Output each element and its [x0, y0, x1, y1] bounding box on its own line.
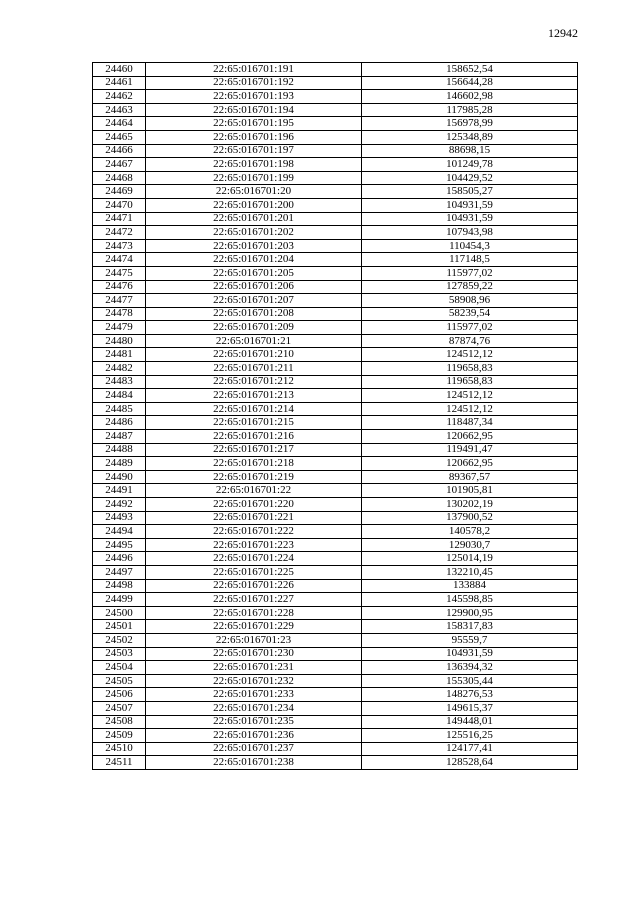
- value-cell: 125516,25: [362, 729, 578, 743]
- value-cell: 136394,32: [362, 661, 578, 675]
- value-cell: 124512,12: [362, 348, 578, 362]
- table-row: [93, 185, 578, 199]
- row-number-cell: 24464: [93, 117, 146, 131]
- table-row: [93, 470, 578, 484]
- value-cell: 156644,28: [362, 76, 578, 90]
- table-row: [93, 321, 578, 335]
- value-cell: 158652,54: [362, 63, 578, 77]
- value-cell: 89367,57: [362, 470, 578, 484]
- row-number-cell: 24492: [93, 498, 146, 512]
- row-number-cell: 24509: [93, 729, 146, 743]
- table-row: [93, 552, 578, 566]
- value-cell: 120662,95: [362, 457, 578, 471]
- value-cell: 149448,01: [362, 715, 578, 729]
- page-number: 12942: [548, 26, 578, 40]
- value-cell: 140578,2: [362, 525, 578, 539]
- table-row: [93, 620, 578, 634]
- cadastral-number-cell: 22:65:016701:199: [146, 171, 362, 185]
- cadastral-number-cell: 22:65:016701:21: [146, 334, 362, 348]
- row-number-cell: 24482: [93, 362, 146, 376]
- row-number-cell: 24471: [93, 212, 146, 226]
- row-number-cell: 24462: [93, 90, 146, 104]
- table-row: [93, 701, 578, 715]
- value-cell: 95559,7: [362, 633, 578, 647]
- row-number-cell: 24487: [93, 430, 146, 444]
- cadastral-number-cell: 22:65:016701:232: [146, 674, 362, 688]
- value-cell: 115977,02: [362, 321, 578, 335]
- value-cell: 149615,37: [362, 701, 578, 715]
- row-number-cell: 24473: [93, 239, 146, 253]
- table-body: [93, 63, 578, 770]
- table-row: [93, 158, 578, 172]
- row-number-cell: 24491: [93, 484, 146, 498]
- table-row: [93, 226, 578, 240]
- row-number-cell: 24480: [93, 334, 146, 348]
- table-row: [93, 198, 578, 212]
- cadastral-number-cell: 22:65:016701:194: [146, 103, 362, 117]
- table-row: [93, 117, 578, 131]
- cadastral-number-cell: 22:65:016701:213: [146, 389, 362, 403]
- cadastral-number-cell: 22:65:016701:211: [146, 362, 362, 376]
- row-number-cell: 24469: [93, 185, 146, 199]
- value-cell: 117148,5: [362, 253, 578, 267]
- cadastral-number-cell: 22:65:016701:226: [146, 579, 362, 593]
- cadastral-number-cell: 22:65:016701:207: [146, 294, 362, 308]
- value-cell: 148276,53: [362, 688, 578, 702]
- value-cell: 124177,41: [362, 742, 578, 756]
- value-cell: 158505,27: [362, 185, 578, 199]
- row-number-cell: 24505: [93, 674, 146, 688]
- cadastral-number-cell: 22:65:016701:214: [146, 402, 362, 416]
- table-row: [93, 63, 578, 77]
- table-row: [93, 294, 578, 308]
- cadastral-number-cell: 22:65:016701:196: [146, 130, 362, 144]
- value-cell: 124512,12: [362, 389, 578, 403]
- row-number-cell: 24506: [93, 688, 146, 702]
- table-row: [93, 484, 578, 498]
- table-row: [93, 593, 578, 607]
- value-cell: 101249,78: [362, 158, 578, 172]
- table-row: [93, 457, 578, 471]
- row-number-cell: 24498: [93, 579, 146, 593]
- cadastral-number-cell: 22:65:016701:22: [146, 484, 362, 498]
- cadastral-number-cell: 22:65:016701:221: [146, 511, 362, 525]
- row-number-cell: 24478: [93, 307, 146, 321]
- row-number-cell: 24474: [93, 253, 146, 267]
- row-number-cell: 24510: [93, 742, 146, 756]
- cadastral-number-cell: 22:65:016701:222: [146, 525, 362, 539]
- table-row: [93, 171, 578, 185]
- table-row: [93, 253, 578, 267]
- row-number-cell: 24461: [93, 76, 146, 90]
- value-cell: 145598,85: [362, 593, 578, 607]
- cadastral-number-cell: 22:65:016701:227: [146, 593, 362, 607]
- row-number-cell: 24499: [93, 593, 146, 607]
- cadastral-number-cell: 22:65:016701:235: [146, 715, 362, 729]
- table-row: [93, 647, 578, 661]
- value-cell: 129030,7: [362, 538, 578, 552]
- table-row: [93, 511, 578, 525]
- cadastral-number-cell: 22:65:016701:204: [146, 253, 362, 267]
- cadastral-number-cell: 22:65:016701:193: [146, 90, 362, 104]
- table-row: [93, 430, 578, 444]
- table-row: [93, 389, 578, 403]
- value-cell: 117985,28: [362, 103, 578, 117]
- value-cell: 88698,15: [362, 144, 578, 158]
- row-number-cell: 24466: [93, 144, 146, 158]
- row-number-cell: 24475: [93, 266, 146, 280]
- table-row: [93, 76, 578, 90]
- row-number-cell: 24503: [93, 647, 146, 661]
- cadastral-number-cell: 22:65:016701:237: [146, 742, 362, 756]
- table-row: [93, 688, 578, 702]
- cadastral-number-cell: 22:65:016701:224: [146, 552, 362, 566]
- value-cell: 120662,95: [362, 430, 578, 444]
- table-row: [93, 633, 578, 647]
- value-cell: 158317,83: [362, 620, 578, 634]
- cadastral-number-cell: 22:65:016701:230: [146, 647, 362, 661]
- value-cell: 87874,76: [362, 334, 578, 348]
- value-cell: 132210,45: [362, 565, 578, 579]
- value-cell: 130202,19: [362, 498, 578, 512]
- cadastral-number-cell: 22:65:016701:228: [146, 606, 362, 620]
- value-cell: 124512,12: [362, 402, 578, 416]
- value-cell: 118487,34: [362, 416, 578, 430]
- value-cell: 127859,22: [362, 280, 578, 294]
- row-number-cell: 24477: [93, 294, 146, 308]
- value-cell: 119658,83: [362, 362, 578, 376]
- value-cell: 107943,98: [362, 226, 578, 240]
- cadastral-number-cell: 22:65:016701:231: [146, 661, 362, 675]
- cadastral-number-cell: 22:65:016701:20: [146, 185, 362, 199]
- value-cell: 125014,19: [362, 552, 578, 566]
- value-cell: 58239,54: [362, 307, 578, 321]
- cadastral-number-cell: 22:65:016701:234: [146, 701, 362, 715]
- table-row: [93, 416, 578, 430]
- cadastral-number-cell: 22:65:016701:219: [146, 470, 362, 484]
- cadastral-number-cell: 22:65:016701:209: [146, 321, 362, 335]
- table-row: [93, 212, 578, 226]
- row-number-cell: 24472: [93, 226, 146, 240]
- value-cell: 129900,95: [362, 606, 578, 620]
- cadastral-number-cell: 22:65:016701:233: [146, 688, 362, 702]
- row-number-cell: 24489: [93, 457, 146, 471]
- row-number-cell: 24479: [93, 321, 146, 335]
- row-number-cell: 24484: [93, 389, 146, 403]
- table-row: [93, 348, 578, 362]
- table-row: [93, 756, 578, 770]
- cadastral-number-cell: 22:65:016701:210: [146, 348, 362, 362]
- cadastral-number-cell: 22:65:016701:191: [146, 63, 362, 77]
- value-cell: 128528,64: [362, 756, 578, 770]
- value-cell: 119491,47: [362, 443, 578, 457]
- row-number-cell: 24476: [93, 280, 146, 294]
- row-number-cell: 24494: [93, 525, 146, 539]
- value-cell: 125348,89: [362, 130, 578, 144]
- row-number-cell: 24508: [93, 715, 146, 729]
- cadastral-number-cell: 22:65:016701:217: [146, 443, 362, 457]
- cadastral-number-cell: 22:65:016701:206: [146, 280, 362, 294]
- row-number-cell: 24488: [93, 443, 146, 457]
- value-cell: 133884: [362, 579, 578, 593]
- cadastral-number-cell: 22:65:016701:203: [146, 239, 362, 253]
- table-row: [93, 525, 578, 539]
- value-cell: 104931,59: [362, 198, 578, 212]
- cadastral-number-cell: 22:65:016701:238: [146, 756, 362, 770]
- table-row: [93, 742, 578, 756]
- row-number-cell: 24470: [93, 198, 146, 212]
- row-number-cell: 24497: [93, 565, 146, 579]
- row-number-cell: 24465: [93, 130, 146, 144]
- table-row: [93, 538, 578, 552]
- table-row: [93, 239, 578, 253]
- value-cell: 156978,99: [362, 117, 578, 131]
- cadastral-number-cell: 22:65:016701:218: [146, 457, 362, 471]
- table-row: [93, 307, 578, 321]
- table-row: [93, 362, 578, 376]
- cadastral-number-cell: 22:65:016701:200: [146, 198, 362, 212]
- table-row: [93, 715, 578, 729]
- value-cell: 119658,83: [362, 375, 578, 389]
- table-row: [93, 443, 578, 457]
- cadastral-number-cell: 22:65:016701:212: [146, 375, 362, 389]
- cadastral-value-table: [92, 62, 578, 770]
- cadastral-number-cell: 22:65:016701:220: [146, 498, 362, 512]
- row-number-cell: 24501: [93, 620, 146, 634]
- table-row: [93, 661, 578, 675]
- row-number-cell: 24486: [93, 416, 146, 430]
- row-number-cell: 24500: [93, 606, 146, 620]
- value-cell: 110454,3: [362, 239, 578, 253]
- value-cell: 101905,81: [362, 484, 578, 498]
- value-cell: 58908,96: [362, 294, 578, 308]
- row-number-cell: 24463: [93, 103, 146, 117]
- value-cell: 146602,98: [362, 90, 578, 104]
- value-cell: 104931,59: [362, 212, 578, 226]
- row-number-cell: 24485: [93, 402, 146, 416]
- row-number-cell: 24467: [93, 158, 146, 172]
- table-row: [93, 579, 578, 593]
- cadastral-number-cell: 22:65:016701:215: [146, 416, 362, 430]
- cadastral-number-cell: 22:65:016701:201: [146, 212, 362, 226]
- row-number-cell: 24496: [93, 552, 146, 566]
- table-row: [93, 103, 578, 117]
- cadastral-number-cell: 22:65:016701:202: [146, 226, 362, 240]
- table-row: [93, 334, 578, 348]
- table-row: [93, 498, 578, 512]
- cadastral-number-cell: 22:65:016701:198: [146, 158, 362, 172]
- cadastral-number-cell: 22:65:016701:223: [146, 538, 362, 552]
- row-number-cell: 24502: [93, 633, 146, 647]
- row-number-cell: 24481: [93, 348, 146, 362]
- value-cell: 137900,52: [362, 511, 578, 525]
- table-row: [93, 402, 578, 416]
- cadastral-number-cell: 22:65:016701:208: [146, 307, 362, 321]
- row-number-cell: 24493: [93, 511, 146, 525]
- table-row: [93, 565, 578, 579]
- row-number-cell: 24507: [93, 701, 146, 715]
- value-cell: 115977,02: [362, 266, 578, 280]
- cadastral-number-cell: 22:65:016701:225: [146, 565, 362, 579]
- value-cell: 155305,44: [362, 674, 578, 688]
- table-row: [93, 144, 578, 158]
- table-row: [93, 375, 578, 389]
- cadastral-number-cell: 22:65:016701:192: [146, 76, 362, 90]
- cadastral-number-cell: 22:65:016701:205: [146, 266, 362, 280]
- value-cell: 104931,59: [362, 647, 578, 661]
- table-row: [93, 130, 578, 144]
- row-number-cell: 24495: [93, 538, 146, 552]
- cadastral-number-cell: 22:65:016701:197: [146, 144, 362, 158]
- table-row: [93, 90, 578, 104]
- row-number-cell: 24490: [93, 470, 146, 484]
- cadastral-number-cell: 22:65:016701:229: [146, 620, 362, 634]
- row-number-cell: 24483: [93, 375, 146, 389]
- cadastral-number-cell: 22:65:016701:236: [146, 729, 362, 743]
- row-number-cell: 24468: [93, 171, 146, 185]
- table-row: [93, 729, 578, 743]
- cadastral-number-cell: 22:65:016701:216: [146, 430, 362, 444]
- table-row: [93, 606, 578, 620]
- row-number-cell: 24504: [93, 661, 146, 675]
- cadastral-number-cell: 22:65:016701:195: [146, 117, 362, 131]
- value-cell: 104429,52: [362, 171, 578, 185]
- table-row: [93, 280, 578, 294]
- row-number-cell: 24460: [93, 63, 146, 77]
- table-row: [93, 266, 578, 280]
- table-row: [93, 674, 578, 688]
- cadastral-number-cell: 22:65:016701:23: [146, 633, 362, 647]
- row-number-cell: 24511: [93, 756, 146, 770]
